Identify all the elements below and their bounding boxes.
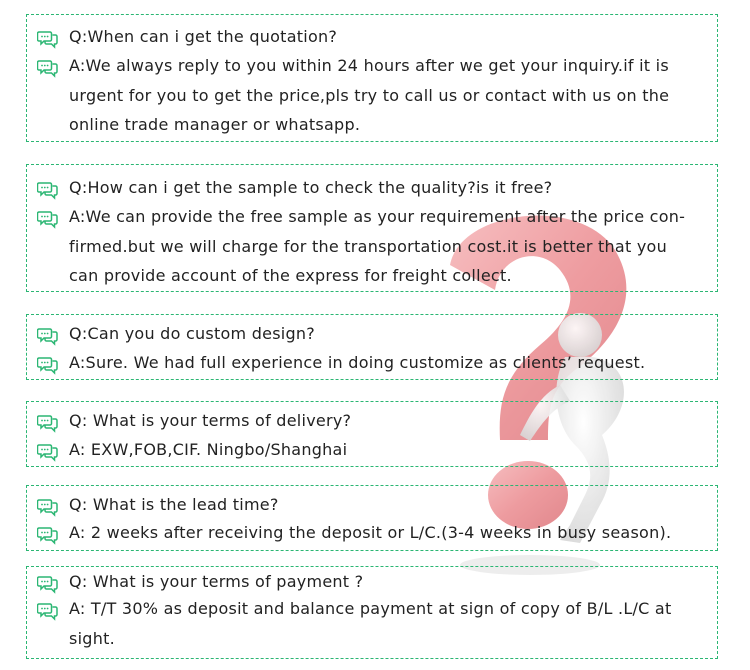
- faq-answer: firmed.but we will charge for the transportation cost.it is better that you: [69, 236, 667, 256]
- faq-answer: sight.: [69, 628, 115, 648]
- faq-answer: can provide account of the express for freight collect.: [69, 266, 512, 285]
- speech-bubbles-icon: [37, 442, 59, 462]
- faq-question: Q:How can i get the sample to check the quality?is it free?: [69, 178, 553, 197]
- faq-question: Q: What is the lead time?: [69, 495, 279, 514]
- faq-answer: A:We always reply to you within 24 hours after we get your inquiry.if it is: [69, 56, 669, 75]
- speech-bubbles-icon: [37, 180, 59, 200]
- speech-bubbles-icon: [37, 525, 59, 545]
- faq-question: Q:Can you do custom design?: [69, 324, 316, 343]
- faq-question: Q:When can i get the quotation?: [69, 27, 338, 46]
- faq-answer: A: T/T 30% as deposit and balance payment at sign of copy of B/L .L/C at: [69, 599, 672, 618]
- speech-bubbles-icon: [37, 29, 59, 49]
- faq-item: [26, 164, 718, 292]
- speech-bubbles-icon: [37, 355, 59, 375]
- faq-item: [26, 314, 718, 380]
- faq-answer: A:We can provide the free sample as your requirement after the price con-: [69, 207, 686, 226]
- speech-bubbles-icon: [37, 58, 59, 78]
- faq-question: Q: What is your terms of payment ?: [69, 572, 364, 591]
- faq-answer: A: 2 weeks after receiving the deposit or L/C.(3-4 weeks in busy season).: [69, 523, 672, 542]
- speech-bubbles-icon: [37, 574, 59, 594]
- speech-bubbles-icon: [37, 209, 59, 229]
- faq-item: [26, 401, 718, 467]
- speech-bubbles-icon: [37, 497, 59, 517]
- faq-answer: A:Sure. We had full experience in doing customize as clients’ request.: [69, 353, 646, 372]
- faq-item: [26, 14, 718, 142]
- faq-answer: urgent for you to get the price,pls try to call us or contact with us on the: [69, 85, 670, 105]
- speech-bubbles-icon: [37, 413, 59, 433]
- faq-question: Q: What is your terms of delivery?: [69, 411, 352, 430]
- faq-item: [26, 485, 718, 551]
- faq-answer: A: EXW,FOB,CIF. Ningbo/Shanghai: [69, 440, 348, 459]
- speech-bubbles-icon: [37, 601, 59, 621]
- faq-answer: online trade manager or whatsapp.: [69, 115, 361, 134]
- speech-bubbles-icon: [37, 326, 59, 346]
- faq-item: [26, 566, 718, 659]
